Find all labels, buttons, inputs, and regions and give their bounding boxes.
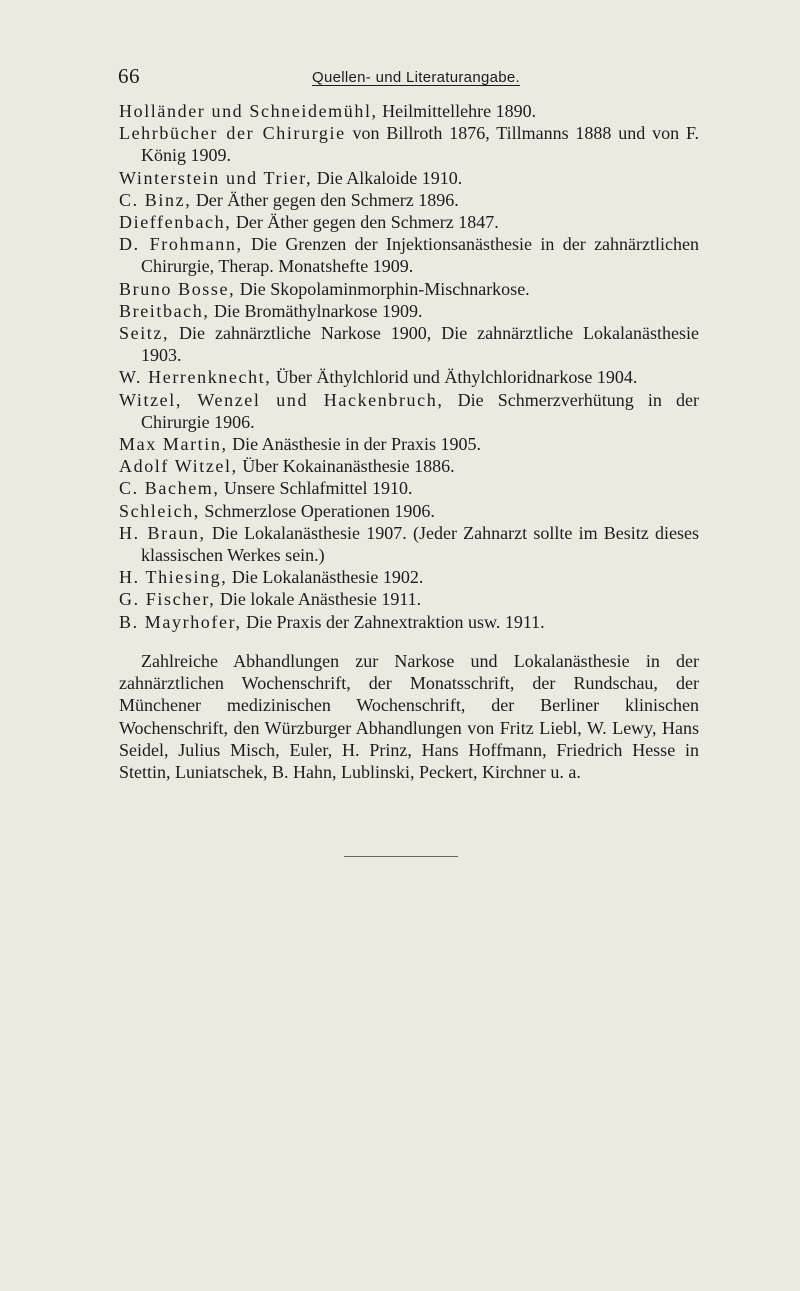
reference-author: Bruno Bosse, [119,278,236,299]
reference-list [119,100,699,633]
reference-author: Winterstein und Trier, [119,167,313,188]
reference-text: Heilmittellehre 1890. [377,101,537,121]
reference-author: C. Bachem, [119,478,220,499]
reference-author: C. Binz, [119,189,192,210]
reference-text: Über Kokainanästhesie 1886. [237,456,455,477]
reference-author: D. Frohmann, [119,234,243,255]
reference-author: Witzel, Wenzel und Hackenbruch, [119,389,444,410]
reference-item [119,566,699,588]
reference-author: Dieffenbach, [119,212,232,233]
reference-text: Schmerzlose Operationen 1906. [199,500,435,521]
reference-text: Die Grenzen der Injektionsanästhesie in der zahnärztlichen Chirurgie, Therap. Monatshefte 1909. [141,234,699,277]
reference-item [119,433,699,455]
reference-text: Unsere Schlafmittel 1910. [219,478,413,499]
reference-item [119,300,699,322]
reference-text: Die zahnärztliche Narkose 1900, Die zahnärztliche Lokalanästhesie 1903. [141,323,699,366]
reference-text: Die Alkaloide 1910. [312,167,463,188]
reference-text: Die Skopolaminmorphin-Mischnarkose. [235,278,530,299]
reference-item [119,500,699,522]
reference-author: Schleich, [119,500,200,521]
reference-item [119,455,699,477]
page-number: 66 [118,64,140,88]
reference-item [119,389,699,433]
reference-author: Adolf Witzel, [119,456,238,477]
reference-author: Max Martin, [119,434,228,455]
reference-text: Über Äthylchlorid und Äthylchloridnarkose 1904. [271,367,638,388]
reference-item [119,100,699,122]
reference-author: H. Braun, [119,522,206,543]
reference-item [119,233,699,277]
reference-author: Breitbach, [119,300,210,321]
reference-author: W. Herrenknecht, [119,367,272,388]
reference-author: H. Thiesing, [119,567,228,588]
reference-author: Seitz, [119,323,170,344]
reference-item [119,122,699,166]
reference-text: Die Schmerzverhütung in der Chirurgie 1906. [141,389,699,432]
reference-text: Die lokale Anästhesie 1911. [215,589,422,610]
reference-item [119,522,699,566]
reference-item [119,477,699,499]
reference-text: Die Praxis der Zahnextraktion usw. 1911. [241,611,545,632]
reference-text: Die Lokalanästhesie 1902. [227,567,424,588]
reference-item [119,322,699,366]
reference-author: Lehrbücher der Chirurgie [119,123,346,144]
reference-item [119,588,699,610]
reference-text: von Billroth 1876, Tillmanns 1888 und von F. König 1909. [141,123,700,166]
running-title-text: Quellen- und Literaturangabe. [312,69,521,86]
reference-text: Die Bromäthylnarkose 1909. [209,300,423,321]
reference-text: Die Anästhesie in der Praxis 1905. [227,434,482,455]
reference-item [119,278,699,300]
reference-author: G. Fischer, [119,589,216,610]
closing-paragraph: Zahlreiche Abhandlungen zur Narkose und Lokalanästhesie in der zahnärztlichen Wochenschrift, der Monatsschrift, der Rundschau, der Münchener medizinischen Wochenschrift, der Berliner klinischen Wochenschrift, den Würzburger Abhandlungen von Fritz Liebl, W. Lewy, Hans Seidel, Julius Misch, Euler, H. Prinz, Hans Hoffmann, Friedrich Hesse in Stettin, Luniatschek, B. Hahn, Lublinski, Peckert, Kirchner u. a. [119,651,699,783]
reference-author: Holländer und Schneidemühl, [119,101,378,121]
end-rule [344,856,458,857]
reference-item [119,366,699,388]
reference-item [119,167,699,189]
reference-item [119,189,699,211]
running-title [312,69,572,86]
reference-item [119,211,699,233]
reference-text: Der Äther gegen den Schmerz 1896. [191,189,459,210]
reference-author: B. Mayrhofer, [119,611,242,632]
reference-item [119,611,699,633]
reference-text: Der Äther gegen den Schmerz 1847. [231,212,499,233]
reference-text: Die Lokalanästhesie 1907. (Jeder Zahnarzt sollte im Besitz dieses klassischen Werkes sein.) [141,522,700,566]
